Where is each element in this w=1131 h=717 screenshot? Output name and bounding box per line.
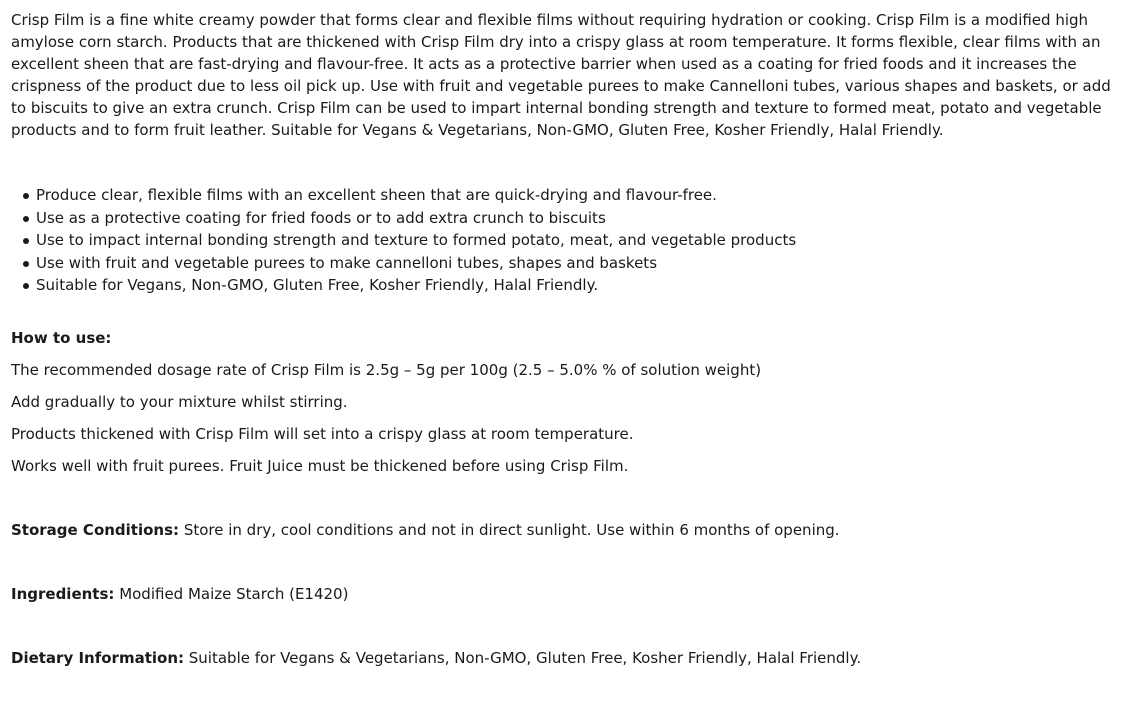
list-item: Use to impact internal bonding strength and texture to formed potato, meat, and vegetable products	[36, 229, 1123, 252]
ingredients-label: Ingredients:	[11, 584, 115, 603]
how-to-use-section	[11, 327, 1123, 477]
storage-text: Store in dry, cool conditions and not in direct sunlight. Use within 6 months of opening.	[183, 520, 840, 539]
feature-list	[11, 184, 1123, 297]
how-to-use-step: Products thickened with Crisp Film will set into a crispy glass at room temperature.	[11, 424, 634, 443]
ingredients-text: Modified Maize Starch (E1420)	[119, 584, 349, 603]
list-item: Suitable for Vegans, Non-GMO, Gluten Free, Kosher Friendly, Halal Friendly.	[36, 274, 1123, 297]
dietary-label: Dietary Information:	[11, 648, 184, 667]
storage-label: Storage Conditions:	[11, 520, 180, 539]
intro-paragraph: Crisp Film is a fine white creamy powder that forms clear and flexible films without requiring hydration or cooking. Crisp Film is a modified high amylose corn starch. Products that are thickened with Crisp Film dry into a crispy glass at room temperature. It forms flexible, clear films with an excellent sheen that are fast-drying and flavour-free. It acts as a protective barrier when used as a coating for fried foods and it increases the crispness of the product due to less oil pick up. Use with fruit and vegetable purees to make Cannelloni tubes, various shapes and baskets, or add to biscuits to give an extra crunch. Crisp Film can be used to impart internal bonding strength and texture to formed meat, potato and vegetable products and to form fruit leather. Suitable for Vegans & Vegetarians, Non-GMO, Gluten Free, Kosher Friendly, Halal Friendly.	[11, 11, 1111, 139]
dietary-information	[11, 647, 1123, 669]
ingredients	[11, 583, 1123, 605]
dietary-text: Suitable for Vegans & Vegetarians, Non-GMO, Gluten Free, Kosher Friendly, Halal Friendly.	[188, 648, 862, 667]
how-to-use-heading: How to use:	[11, 328, 112, 347]
how-to-use-step: Add gradually to your mixture whilst stirring.	[11, 392, 348, 411]
how-to-use-step: Works well with fruit purees. Fruit Juice must be thickened before using Crisp Film.	[11, 456, 629, 475]
list-item: Use as a protective coating for fried foods or to add extra crunch to biscuits	[36, 207, 1123, 230]
how-to-use-step: The recommended dosage rate of Crisp Film is 2.5g – 5g per 100g (2.5 – 5.0% % of solution weight)	[11, 360, 762, 379]
product-description	[11, 9, 1123, 669]
storage-conditions	[11, 519, 1123, 541]
list-item: Use with fruit and vegetable purees to make cannelloni tubes, shapes and baskets	[36, 252, 1123, 275]
list-item: Produce clear, flexible films with an excellent sheen that are quick-drying and flavour-free.	[36, 184, 1123, 207]
